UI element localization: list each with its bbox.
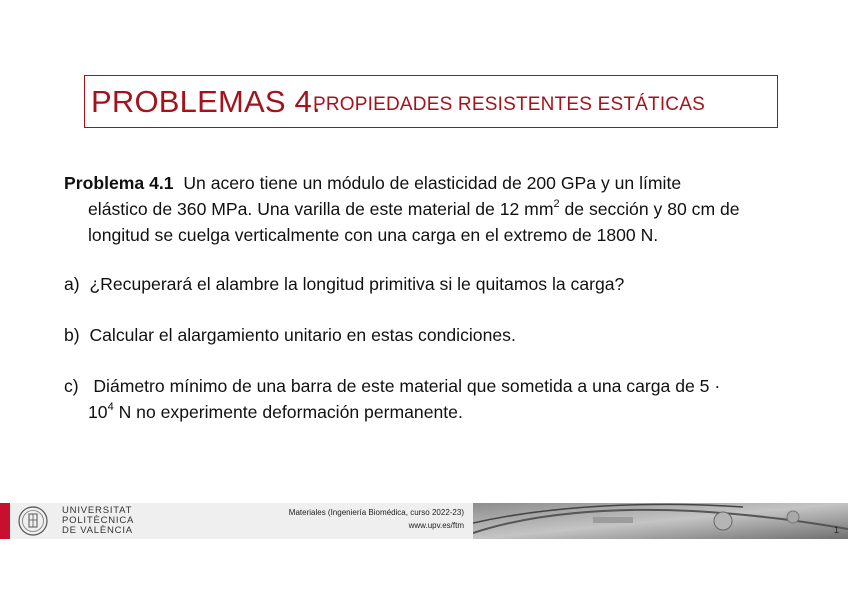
question-c-text-2a: 10 <box>88 402 108 422</box>
question-c-marker: c) <box>64 376 79 396</box>
question-b <box>64 322 516 348</box>
question-a <box>64 271 624 297</box>
question-a-marker: a) <box>64 274 80 294</box>
question-c-text-1: Diámetro mínimo de una barra de este material que sometida a una carga de 5 · <box>93 376 721 396</box>
question-a-text: ¿Recuperará el alambre la longitud primitiva si le quitamos la carga? <box>89 274 625 294</box>
question-c-text-2b: N no experimente deformación permanente. <box>113 402 463 422</box>
title-subtitle: PROPIEDADES RESISTENTES ESTÁTICAS <box>313 94 705 115</box>
problem-line-3 <box>88 222 658 248</box>
footer <box>0 503 848 539</box>
title-main: PROBLEMAS 4. <box>91 84 321 119</box>
course-label: Materiales (Ingeniería Biomédica, curso 2022-23) <box>288 508 464 517</box>
question-c-line-2 <box>88 399 463 425</box>
problem-label: Problema 4.1 <box>64 173 174 193</box>
problem-superscript: 2 <box>553 198 560 211</box>
university-name: UNIVERSITAT POLITÈCNICA DE VALÈNCIA <box>62 505 135 536</box>
title-box <box>84 75 778 128</box>
website-link[interactable]: www.upv.es/ftm <box>408 521 464 530</box>
university-seal-icon <box>18 506 48 536</box>
question-b-marker: b) <box>64 325 80 345</box>
campus-photo <box>473 503 848 539</box>
problem-text-1: Un acero tiene un módulo de elasticidad de 200 GPa y un límite <box>183 173 682 193</box>
question-c-superscript: 4 <box>107 401 114 414</box>
question-b-text: Calcular el alargamiento unitario en estas condiciones. <box>89 325 516 345</box>
problem-line-1 <box>64 170 681 196</box>
problem-text-2a: elástico de 360 MPa. Una varilla de este material de 12 mm <box>88 199 554 219</box>
question-c <box>64 373 720 399</box>
problem-text-2b: de sección y 80 cm de <box>559 199 740 219</box>
problem-text-3: longitud se cuelga verticalmente con una carga en el extremo de 1800 N. <box>88 225 659 245</box>
accent-strip <box>0 503 10 539</box>
page-number: 1 <box>834 525 840 535</box>
problem-line-2 <box>88 196 740 222</box>
